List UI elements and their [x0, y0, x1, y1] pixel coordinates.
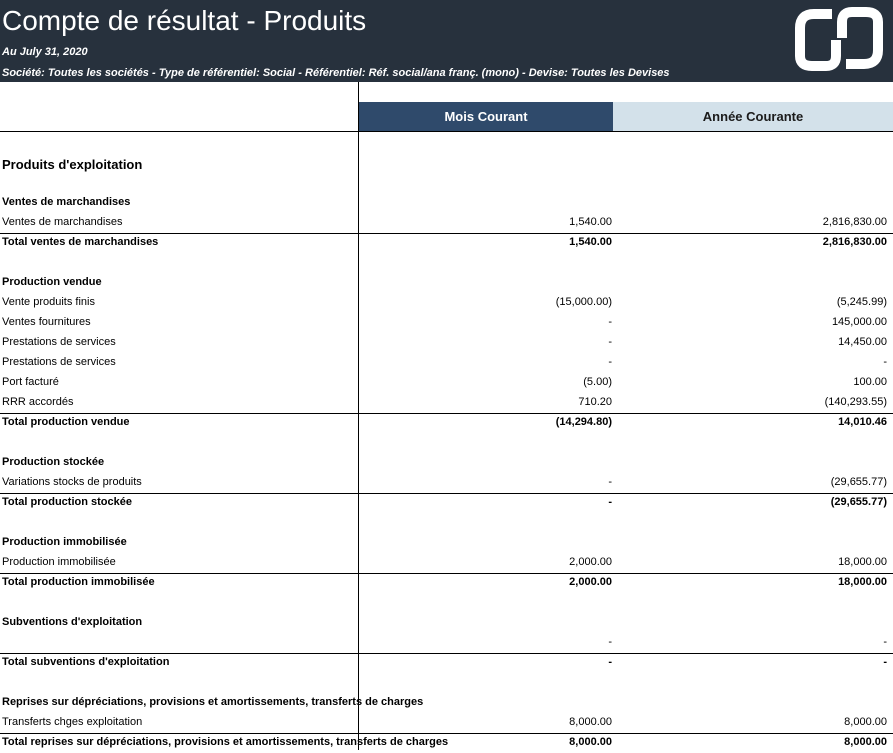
row-label: Subventions d'exploitation: [2, 616, 143, 628]
current-month-value: -: [608, 336, 612, 348]
column-header-current-year: Année Courante: [613, 102, 893, 131]
spacer-row: [0, 593, 893, 613]
current-month-value: 1,540.00: [569, 236, 612, 248]
current-year-value: 14,010.46: [838, 416, 887, 428]
table-row: [0, 553, 893, 573]
row-label: Variations stocks de produits: [2, 476, 142, 488]
section-title: Produits d'exploitation: [2, 157, 143, 172]
table-row: [0, 353, 893, 373]
current-year-value: 14,450.00: [838, 336, 887, 348]
total-row: [0, 733, 893, 753]
current-year-value: (29,655.77): [830, 476, 887, 488]
row-label: Port facturé: [2, 376, 59, 388]
current-year-value: -: [883, 356, 887, 368]
table-row: [0, 473, 893, 493]
row-label: Vente produits finis: [2, 296, 95, 308]
current-year-value: 8,000.00: [844, 716, 887, 728]
row-label: Reprises sur dépréciations, provisions et amortissements, transferts de charges: [2, 696, 424, 708]
group-heading: [0, 273, 893, 293]
current-year-value: (140,293.55): [824, 396, 887, 408]
group-heading: [0, 693, 893, 713]
table-row: [0, 293, 893, 313]
row-label: Production immobilisée: [2, 556, 116, 568]
current-year-value: 8,000.00: [844, 736, 887, 748]
total-row: [0, 573, 893, 593]
header-divider: [0, 131, 893, 132]
current-month-value: 8,000.00: [569, 716, 612, 728]
current-year-value: (5,245.99): [836, 296, 887, 308]
current-month-value: 710.20: [578, 396, 612, 408]
table-row: [0, 373, 893, 393]
current-month-value: 1,540.00: [569, 216, 612, 228]
report-date: Au July 31, 2020: [2, 46, 88, 58]
total-row: [0, 493, 893, 513]
row-label: Production vendue: [2, 276, 102, 288]
current-year-value: 18,000.00: [838, 556, 887, 568]
current-year-value: -: [883, 636, 887, 648]
report-header: [0, 0, 893, 82]
current-month-value: 2,000.00: [569, 556, 612, 568]
table-row: [0, 633, 893, 653]
current-year-value: 18,000.00: [838, 576, 887, 588]
row-label: Production stockée: [2, 456, 105, 468]
current-month-value: -: [608, 316, 612, 328]
group-heading: [0, 533, 893, 553]
table-row: [0, 393, 893, 413]
report-title: Compte de résultat - Produits: [2, 5, 367, 36]
report-filters: Société: Toutes les sociétés - Type de référentiel: Social - Référentiel: Réf. social/ana franç. (mono) - Devise: Toutes les Devises: [2, 67, 670, 79]
row-label: Total production vendue: [2, 416, 130, 428]
current-year-value: -: [883, 656, 887, 668]
row-label: Total production immobilisée: [2, 576, 155, 588]
company-logo-icon: [792, 6, 886, 72]
row-label: Ventes fournitures: [2, 316, 91, 328]
current-month-value: -: [608, 476, 612, 488]
total-row: [0, 653, 893, 673]
spacer-row: [0, 433, 893, 453]
row-label: RRR accordés: [2, 396, 74, 408]
current-year-value: 145,000.00: [831, 316, 887, 328]
current-year-value: 100.00: [853, 376, 887, 388]
column-header-current-month: Mois Courant: [359, 102, 613, 131]
current-month-value: (14,294.80): [555, 416, 612, 428]
spacer-row: [0, 673, 893, 693]
row-label: Production immobilisée: [2, 536, 127, 548]
total-row: [0, 233, 893, 253]
row-label: Total subventions d'exploitation: [2, 656, 170, 668]
current-month-value: -: [608, 656, 612, 668]
total-row: [0, 413, 893, 433]
row-label: Total reprises sur dépréciations, provisions et amortissements, transferts de charges: [2, 736, 449, 748]
current-month-value: -: [608, 496, 612, 508]
table-row: [0, 333, 893, 353]
current-month-value: -: [608, 636, 612, 648]
current-month-value: (15,000.00): [555, 296, 612, 308]
row-label: Total ventes de marchandises: [2, 236, 159, 248]
current-year-value: 2,816,830.00: [822, 236, 887, 248]
current-month-value: 2,000.00: [569, 576, 612, 588]
group-heading: [0, 193, 893, 213]
row-label: Transferts chges exploitation: [2, 716, 143, 728]
current-year-value: 2,816,830.00: [822, 216, 887, 228]
current-month-value: 8,000.00: [569, 736, 612, 748]
table-row: [0, 213, 893, 233]
group-heading: [0, 453, 893, 473]
table-row: [0, 313, 893, 333]
table-row: [0, 713, 893, 733]
row-label: Ventes de marchandises: [2, 216, 123, 228]
group-heading: [0, 613, 893, 633]
spacer-row: [0, 513, 893, 533]
current-month-value: (5.00): [583, 376, 612, 388]
current-month-value: -: [608, 356, 612, 368]
row-label: Ventes de marchandises: [2, 196, 131, 208]
current-year-value: (29,655.77): [830, 496, 887, 508]
row-label: Prestations de services: [2, 336, 116, 348]
row-label: Prestations de services: [2, 356, 116, 368]
spacer-row: [0, 253, 893, 273]
row-label: Total production stockée: [2, 496, 132, 508]
